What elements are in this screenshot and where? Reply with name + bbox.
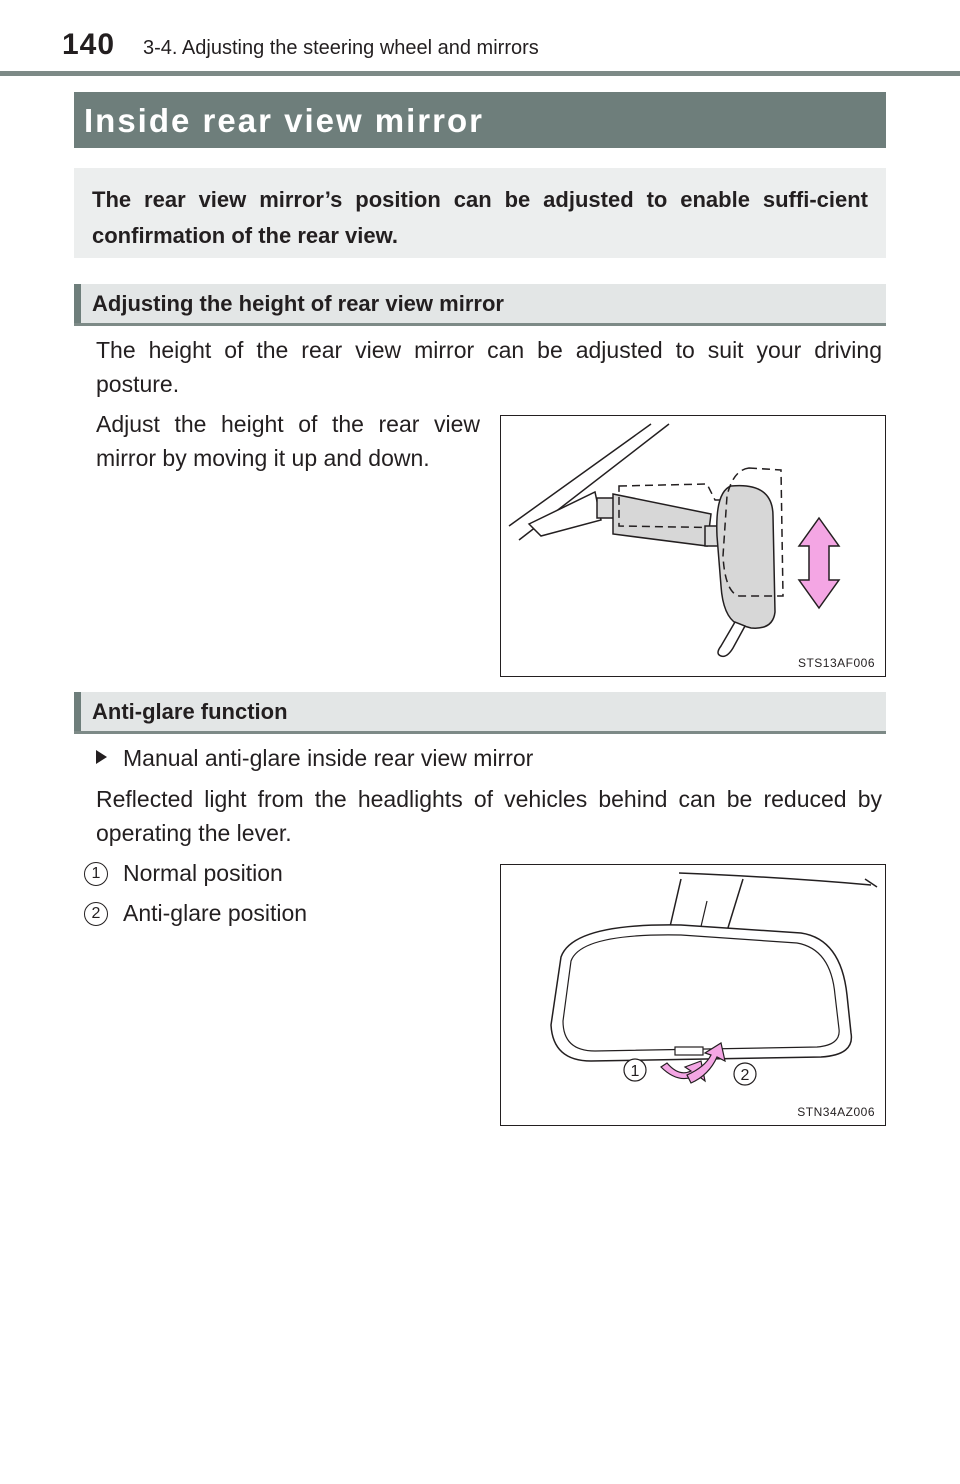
figure-antiglare-lever xyxy=(500,864,886,1126)
intro-text: The rear view mirror’s position can be adjusted to enable suffi-cient confirmation of the rear view. xyxy=(92,187,868,248)
item-label-1: Normal position xyxy=(123,860,283,886)
intro-box xyxy=(74,168,886,258)
callout-1-label: 1 xyxy=(630,1063,640,1080)
item-label-2: Anti-glare position xyxy=(123,900,308,926)
number-badge-1: 1 xyxy=(84,862,108,886)
bullet-triangle-icon xyxy=(96,750,107,764)
section-heading-height xyxy=(74,284,886,326)
bullet-text: Manual anti-glare inside rear view mirror xyxy=(123,745,534,771)
section-heading-antiglare xyxy=(74,692,886,734)
numbered-item-2 xyxy=(84,898,307,928)
up-down-arrow xyxy=(799,518,839,608)
page-number: 140 xyxy=(62,28,116,61)
mirror-height-illustration xyxy=(501,416,885,676)
bullet-item xyxy=(96,743,533,773)
title-bar xyxy=(74,92,886,148)
numbered-item-1 xyxy=(84,858,283,888)
number-badge-2: 2 xyxy=(84,902,108,926)
running-header: 3-4. Adjusting the steering wheel and mirrors xyxy=(143,37,539,59)
antiglare-illustration xyxy=(501,865,885,1125)
figure-code-1: STS13AF006 xyxy=(797,656,875,670)
height-instruction: Adjust the height of the rear view mirror by moving it up and down. xyxy=(96,411,480,471)
section-heading-height-label: Adjusting the height of rear view mirror xyxy=(92,291,504,316)
page-title: Inside rear view mirror xyxy=(84,102,484,139)
figure-mirror-height xyxy=(500,415,886,677)
height-paragraph: The height of the rear view mirror can be adjusted to suit your driving posture. xyxy=(96,337,882,397)
header-rule xyxy=(0,71,960,76)
figure-code-2: STN34AZ006 xyxy=(797,1105,875,1119)
section-heading-antiglare-label: Anti-glare function xyxy=(92,699,288,724)
antiglare-paragraph: Reflected light from the headlights of vehicles behind can be reduced by operating the lever. xyxy=(96,786,882,846)
callout-2-label: 2 xyxy=(740,1067,750,1084)
